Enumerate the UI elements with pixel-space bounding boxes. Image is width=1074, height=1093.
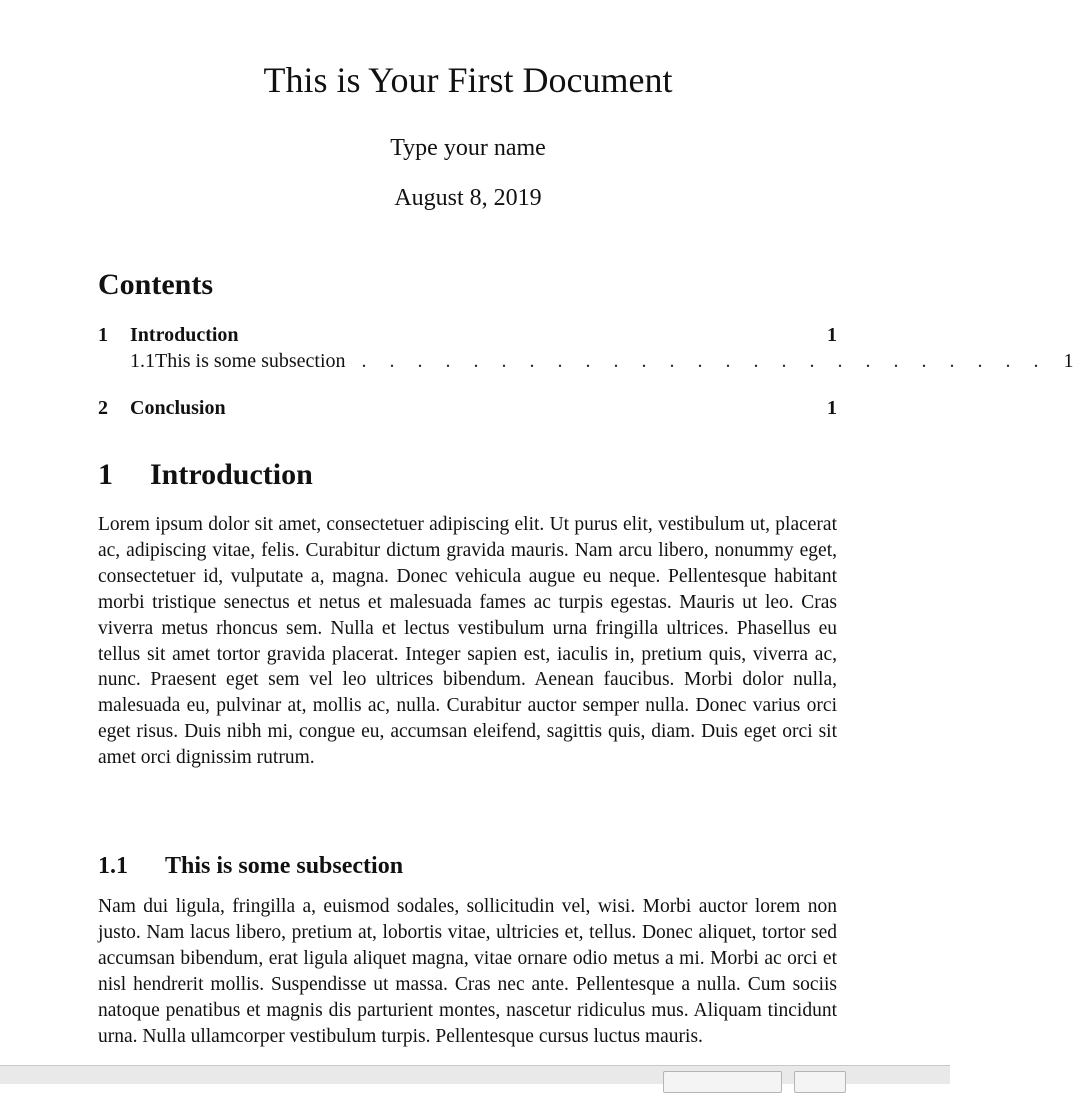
subsection-heading bbox=[98, 850, 403, 882]
subsection-title: This is some subsection bbox=[165, 853, 404, 879]
toc-entry-title: Introduction bbox=[130, 324, 239, 346]
toc-entry-conclusion[interactable] bbox=[98, 395, 837, 421]
document-date: August 8, 2019 bbox=[394, 185, 542, 211]
section-number: 1 bbox=[98, 458, 113, 491]
document-title: This is Your First Document bbox=[263, 60, 673, 100]
toc-entry-page: 1 bbox=[1063, 350, 1074, 372]
toc-entry-page: 1 bbox=[827, 324, 837, 346]
toc-entry-number: 1.1 bbox=[130, 350, 155, 372]
toc-leader-dots: . . . . . . . . . . . . . . . . . . . . . . . . . bbox=[361, 350, 1048, 372]
toc-entry-number: 2 bbox=[98, 397, 108, 419]
toc-entry-title: Conclusion bbox=[130, 397, 226, 419]
subsection-number: 1.1 bbox=[98, 853, 128, 879]
section-heading-introduction bbox=[98, 456, 313, 494]
toc-entry-number: 1 bbox=[98, 324, 108, 346]
viewer-control-button[interactable] bbox=[663, 1071, 782, 1093]
viewer-bottom-bar bbox=[0, 1065, 950, 1084]
toc-entry-introduction[interactable] bbox=[98, 322, 837, 348]
document-author: Type your name bbox=[390, 135, 546, 161]
subsection-paragraph: Nam dui ligula, fringilla a, euismod sodales, sollicitudin vel, wisi. Morbi auctor lorem non justo. Nam lacus libero, pretium at, lobortis vitae, ultricies et, tellus. Donec aliquet, tortor sed accumsan bibendum, erat ligula aliquet magna, vitae ornare odio metus a mi. Morbi ac orci et nisl hendrerit mollis. Suspendisse ut massa. Cras nec ante. Pellentesque a nulla. Cum sociis natoque penatibus et magnis dis parturient montes, nascetur ridiculus mus. Aliquam tincidunt urna. Nulla ullamcorper vestibulum turpis. Pellentesque cursus luctus mauris. bbox=[98, 896, 837, 1047]
section-title: Introduction bbox=[150, 458, 313, 491]
toc-entry-page: 1 bbox=[827, 397, 837, 419]
introduction-paragraph: Lorem ipsum dolor sit amet, consectetuer adipiscing elit. Ut purus elit, vestibulum ut, placerat ac, adipiscing vitae, felis. Curabitur dictum gravida mauris. Nam arcu libero, nonummy eget, consectetuer id, vulputate a, magna. Donec vehicula augue eu neque. Pellentesque habitant morbi tristique senectus et netus et malesuada fames ac turpis egestas. Mauris ut leo. Cras viverra metus rhoncus sem. Nulla et lectus vestibulum urna fringilla ultrices. Phasellus eu tellus sit amet tortor gravida placerat. Integer sapien est, iaculis in, pretium quis, viverra ac, nunc. Praesent eget sem vel leo ultrices bibendum. Aenean faucibus. Morbi dolor nulla, malesuada eu, pulvinar at, mollis ac, nulla. Curabitur auctor semper nulla. Donec varius orci eget risus. Duis nibh mi, congue eu, accumsan eleifend, sagittis quis, diam. Duis eget orci sit amet orci dignissim rutrum. bbox=[98, 514, 837, 769]
contents-heading: Contents bbox=[98, 268, 214, 301]
viewer-control-button[interactable] bbox=[794, 1071, 846, 1093]
toc-entry-subsection[interactable] bbox=[98, 348, 1074, 374]
toc-entry-title: This is some subsection bbox=[155, 350, 346, 372]
